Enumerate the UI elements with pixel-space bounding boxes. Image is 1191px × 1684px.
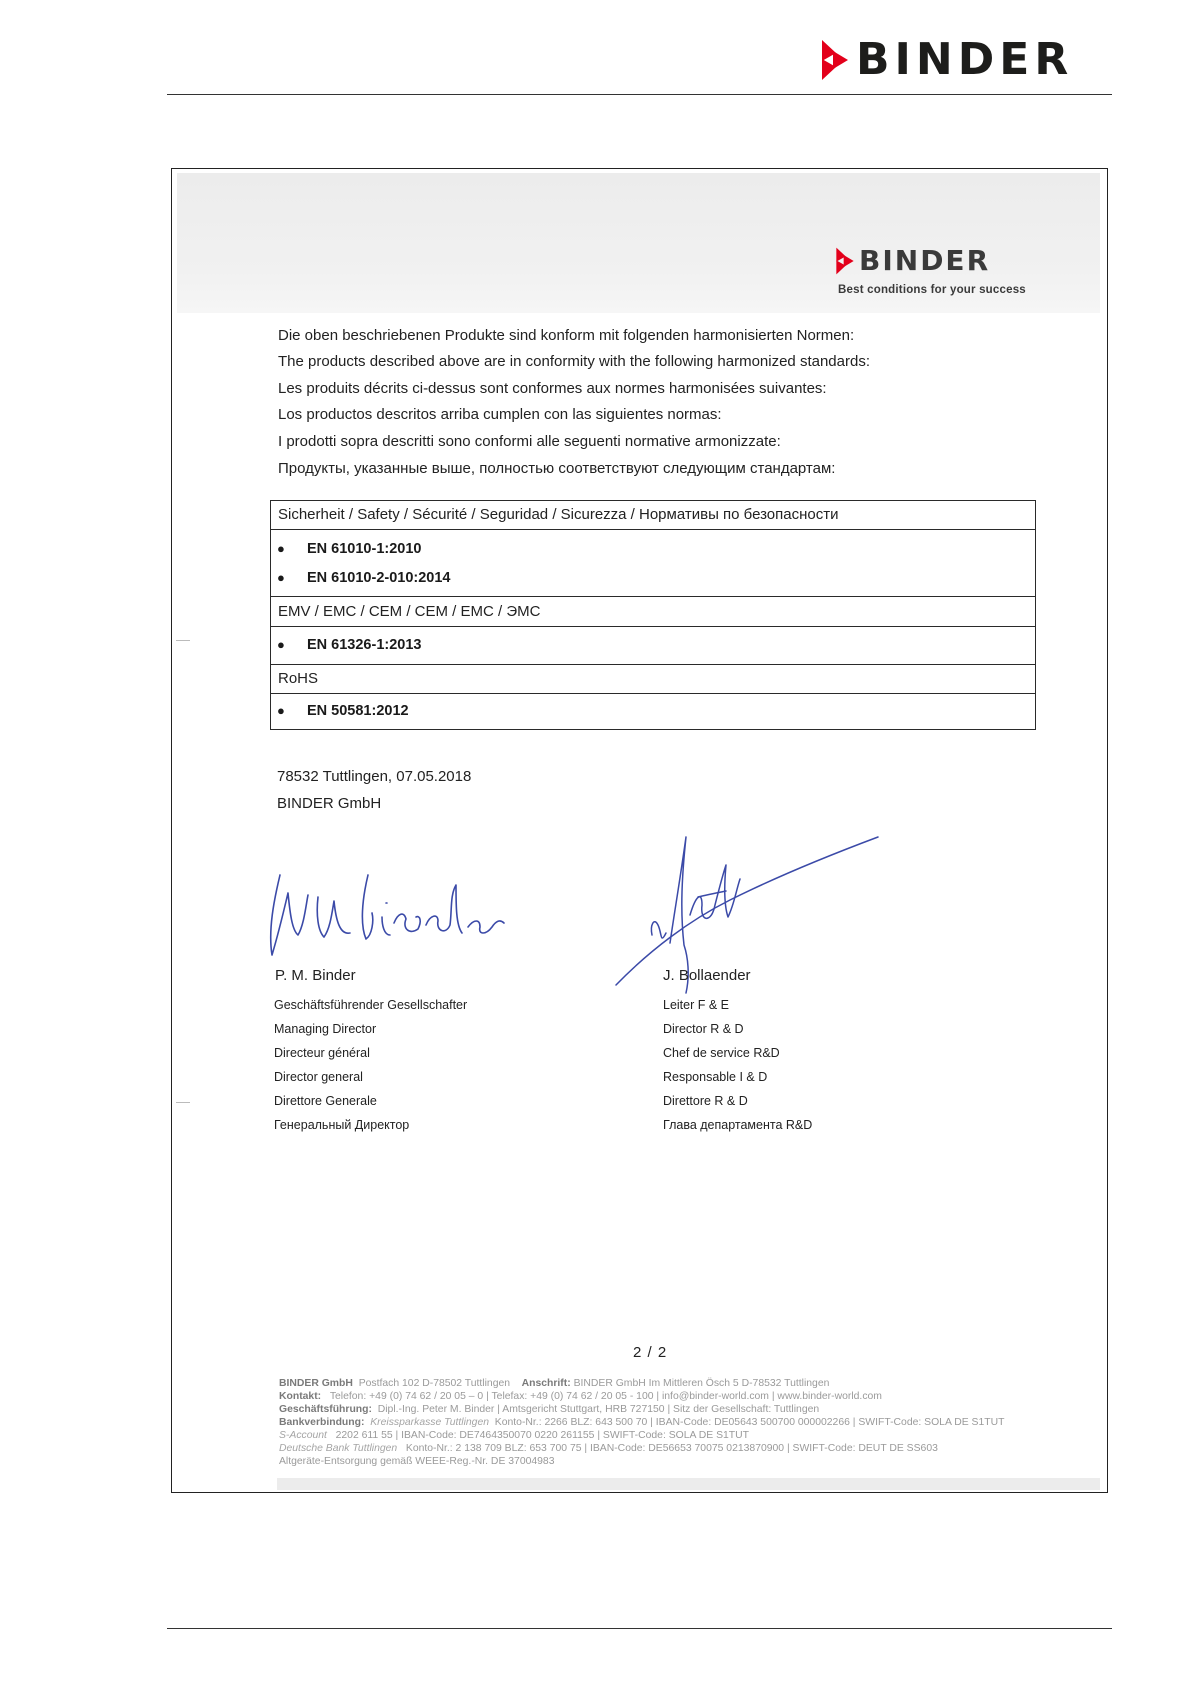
scan-artifact (176, 1102, 190, 1103)
intro-line-fr: Les produits décrits ci-dessus sont conformes aux normes harmonisées suivantes: (278, 380, 827, 397)
standard-item: ● EN 61326-1:2013 (277, 637, 422, 653)
page-logo-text: BINDER (856, 34, 1074, 85)
signer-role: Responsable I & D (663, 1070, 768, 1084)
category-label: Sicherheit / Safety / Sécurité / Seguridad / Sicurezza / Нормативы по безопасности (278, 506, 839, 523)
signer-name-binder: P. M. Binder (275, 967, 356, 984)
imprint-line: Deutsche Bank Tuttlingen Konto-Nr.: 2 138 709 BLZ: 653 700 75 | IBAN-Code: DE56653 70075 0213870900 | SWIFT-Code: DEUT DE SS603 (279, 1443, 938, 1454)
standards-row-rohs (271, 694, 1035, 729)
signer-name-bollaender: J. Bollaender (663, 967, 751, 984)
header-divider (167, 94, 1112, 95)
intro-line-it: I prodotti sopra descritti sono conformi alle seguenti normative armonizzate: (278, 433, 781, 450)
binder-arrow-icon (835, 247, 855, 275)
signer-role: Geschäftsführender Gesellschafter (274, 998, 468, 1012)
signer-role: Managing Director (274, 1022, 377, 1036)
intro-line-es: Los productos descritos arriba cumplen con las siguientes normas: (278, 406, 722, 423)
imprint-line: Bankverbindung: Kreissparkasse Tuttlingen Konto-Nr.: 2266 BLZ: 643 500 70 | IBAN-Code: DE05643 500700 000002266 | SWIFT-Code: SOLA DE S1TUT (279, 1417, 1005, 1428)
category-label: RoHS (278, 670, 319, 687)
intro-line-en: The products described above are in conformity with the following harmonized standards: (278, 353, 870, 370)
place-date: 78532 Tuttlingen, 07.05.2018 (277, 768, 472, 785)
signer-role: Director general (274, 1070, 363, 1084)
imprint-line: Geschäftsführung: Dipl.-Ing. Peter M. Binder | Amtsgericht Stuttgart, HRB 727150 | Sitz der Gesellschaft: Tuttlingen (279, 1404, 820, 1415)
imprint-line: Kontakt: Telefon: +49 (0) 74 62 / 20 05 – 0 | Telefax: +49 (0) 74 62 / 20 05 - 100 | info@binder-world.com | www.binder-world.com (279, 1391, 882, 1402)
standards-table (270, 500, 1036, 730)
signer-role: Генеральный Директор (274, 1118, 410, 1132)
category-label: EMV / EMC / CEM / CEM / EMC / ЭМС (278, 603, 541, 620)
certificate-logo-text: BINDER (859, 244, 991, 277)
scan-artifact (176, 640, 190, 641)
footer-divider (167, 1628, 1112, 1629)
signer-role: Director R & D (663, 1022, 744, 1036)
standard-item: ● EN 61010-1:2010 (277, 541, 422, 557)
signer-role: Direttore R & D (663, 1094, 748, 1108)
signer-role: Direttore Generale (274, 1094, 377, 1108)
standard-item: ● EN 50581:2012 (277, 703, 409, 719)
signer-role: Leiter F & E (663, 998, 729, 1012)
signer-role: Глава департамента R&D (663, 1118, 813, 1132)
page-number: 2 / 2 (633, 1344, 668, 1361)
category-row-safety (271, 501, 1035, 530)
imprint-line: S-Account 2202 611 55 | IBAN-Code: DE7464350070 0220 261155 | SWIFT-Code: SOLA DE S1TUT (279, 1430, 749, 1441)
standard-item: ● EN 61010-2-010:2014 (277, 570, 451, 586)
signer-role: Directeur général (274, 1046, 370, 1060)
company-name: BINDER GmbH (277, 795, 382, 812)
standards-row-emc (271, 627, 1035, 665)
page-logo (820, 34, 1074, 85)
certificate-tagline: Best conditions for your success (838, 284, 1026, 296)
certificate-logo (835, 246, 990, 276)
scan-shading-bottom (277, 1478, 1100, 1490)
imprint-line: Altgeräte-Entsorgung gemäß WEEE-Reg.-Nr. DE 37004983 (279, 1456, 555, 1467)
intro-line-de: Die oben beschriebenen Produkte sind konform mit folgenden harmonisierten Normen: (278, 327, 855, 344)
standards-row-safety (271, 530, 1035, 597)
signature-binder (260, 855, 520, 965)
binder-arrow-icon (820, 39, 850, 81)
intro-line-ru: Продукты, указанные выше, полностью соответствуют следующим стандартам: (278, 460, 836, 477)
imprint-line: BINDER GmbH Postfach 102 D-78502 Tuttlingen Anschrift: BINDER GmbH Im Mittleren Ösch 5 D-78532 Tuttlingen (279, 1378, 830, 1389)
category-row-rohs (271, 665, 1035, 694)
category-row-emc (271, 597, 1035, 627)
signer-role: Chef de service R&D (663, 1046, 780, 1060)
